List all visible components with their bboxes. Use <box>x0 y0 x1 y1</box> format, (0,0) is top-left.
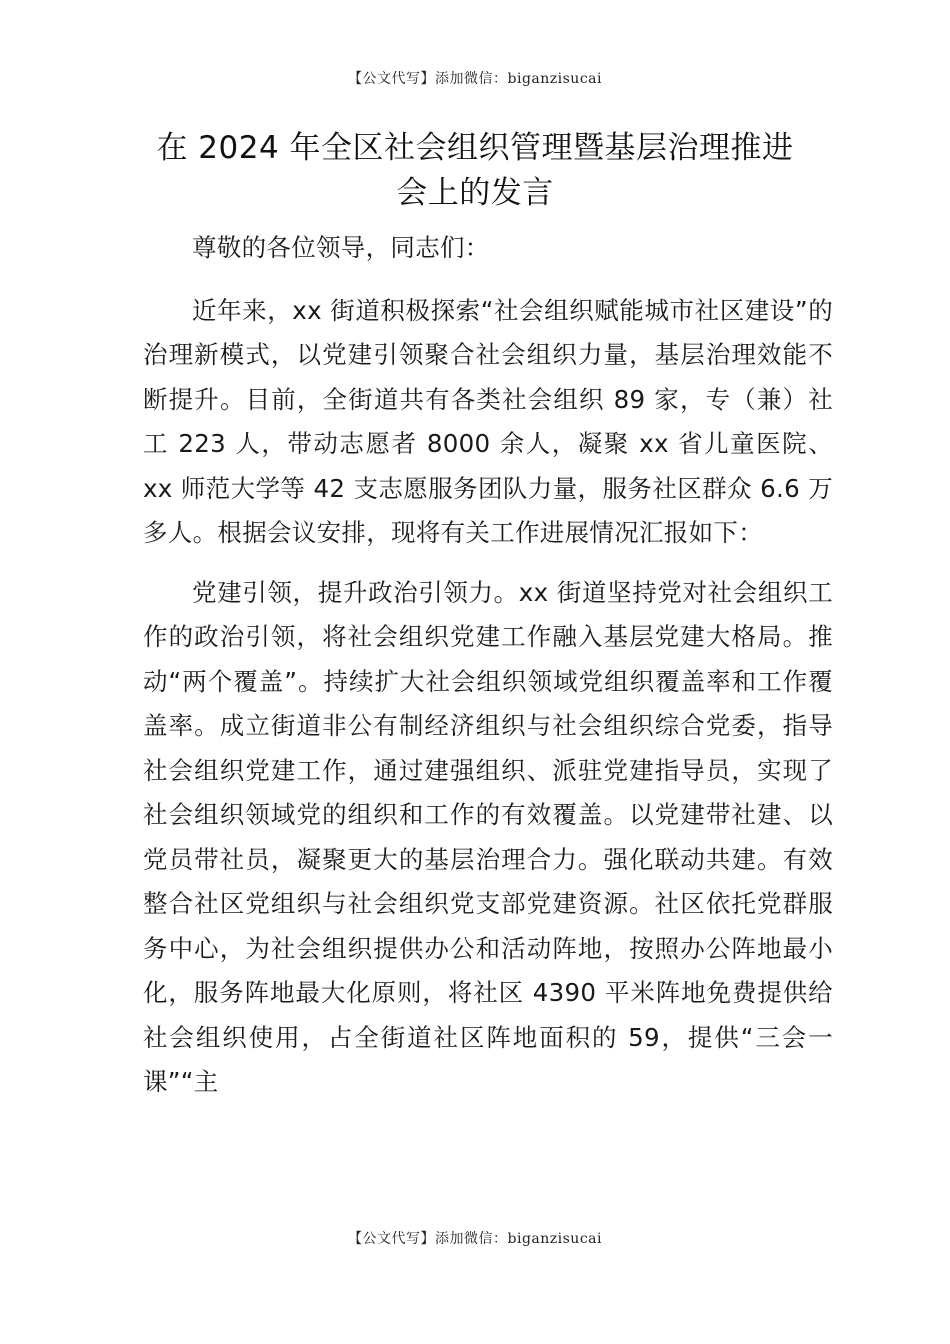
document-body <box>143 226 833 1120</box>
document-title <box>0 126 950 216</box>
footer-watermark-note: 【公文代写】添加微信：biganzisucai <box>348 1231 602 1247</box>
paragraph-party-building: 党建引领，提升政治引领力。xx 街道坚持党对社会组织工作的政治引领，将社会组织党建工作融入基层党建大格局。推动“两个覆盖”。持续扩大社会组织领域党组织覆盖率和工作覆盖率。成立街道非公有制经济组织与社会组织综合党委，指导社会组织党建工作，通过建强组织、派驻党建指导员，实现了社会组织领域党的组织和工作的有效覆盖。以党建带社建、以党员带社员，凝聚更大的基层治理合力。强化联动共建。有效整合社区党组织与社会组织党支部党建资源。社区依托党群服务中心，为社会组织提供办公和活动阵地，按照办公阵地最小化，服务阵地最大化原则，将社区 4390 平米阵地免费提供给社会组织使用，占全街道社区阵地面积的 59，提供“三会一课”“主 <box>143 577 833 1096</box>
title-line-2: 会上的发言 <box>396 175 554 211</box>
salutation: 尊敬的各位领导，同志们： <box>192 233 490 262</box>
header-watermark-note: 【公文代写】添加微信：biganzisucai <box>348 71 602 87</box>
title-line-1: 在 2024 年全区社会组织管理暨基层治理推进 <box>156 130 794 166</box>
paragraph-intro: 近年来，xx 街道积极探索“社会组织赋能城市社区建设”的治理新模式，以党建引领聚合社会组织力量，基层治理效能不断提升。目前，全街道共有各类社会组织 89 家，专（兼）社工 223 人，带动志愿者 8000 余人，凝聚 xx 省儿童医院、xx 师范大学等 42 支志愿服务团队力量，服务社区群众 6.6 万多人。根据会议安排，现将有关工作进展情况汇报如下： <box>143 295 833 547</box>
